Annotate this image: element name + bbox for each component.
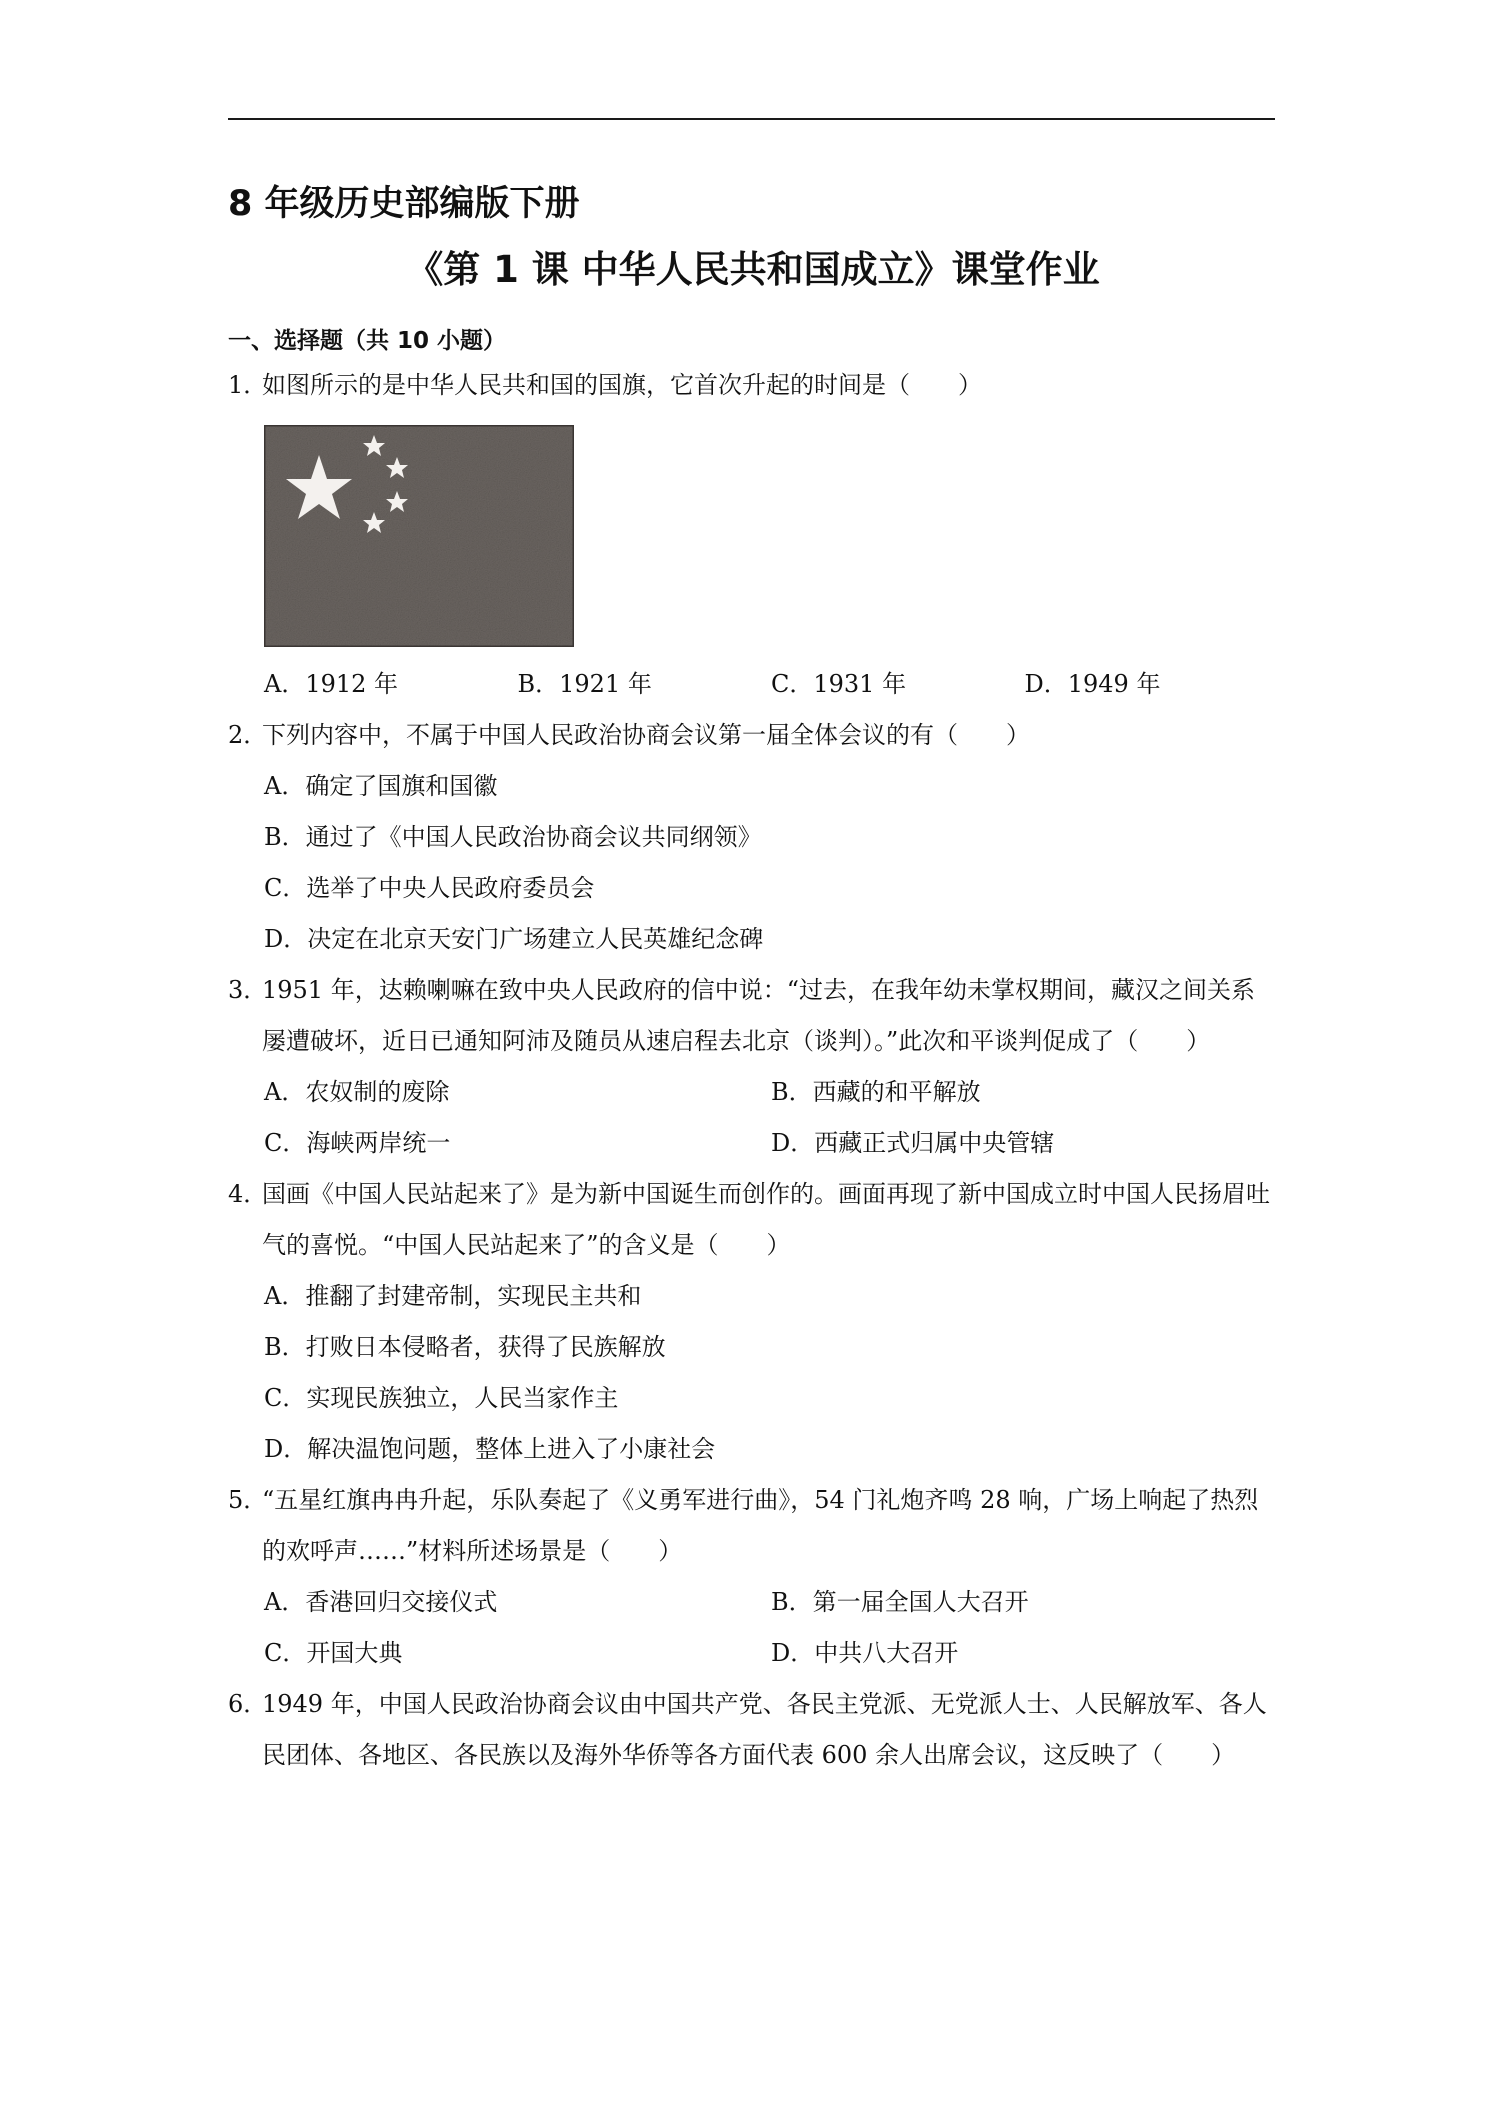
question-3 <box>228 965 1278 1169</box>
option-c[interactable]: C．海峡两岸统一 <box>264 1129 451 1157</box>
question-6 <box>228 1679 1278 1781</box>
option-a[interactable]: A．农奴制的废除 <box>264 1078 450 1106</box>
question-text: “五星红旗冉冉升起，乐队奏起了《义勇军进行曲》，54 门礼炮齐鸣 28 响，广场上响起了热烈的欢呼声……”材料所述场景是（ ） <box>262 1486 1259 1565</box>
option-d[interactable]: D．西藏正式归属中央管辖 <box>771 1129 1055 1157</box>
question-stem <box>228 360 1278 411</box>
option-d[interactable]: D．中共八大召开 <box>771 1639 959 1667</box>
options-row <box>228 1628 1278 1679</box>
question-stem <box>228 1169 1278 1271</box>
question-2 <box>228 710 1278 965</box>
option-c[interactable]: C．开国大典 <box>264 1639 403 1667</box>
question-stem <box>228 710 1278 761</box>
question-stem <box>228 965 1278 1067</box>
option-d[interactable]: D．1949 年 <box>1024 670 1161 698</box>
option-b[interactable]: B．1921 年 <box>517 670 652 698</box>
option-c[interactable]: C．选举了中央人民政府委员会 <box>264 874 595 902</box>
five-star-flag-icon <box>264 425 574 647</box>
question-number: 2． <box>228 721 268 749</box>
question-stem <box>228 1679 1278 1781</box>
flag-figure <box>228 425 1278 647</box>
options-row <box>228 1118 1278 1169</box>
question-text: 下列内容中，不属于中国人民政治协商会议第一届全体会议的有（ ） <box>262 721 1030 749</box>
options-row <box>228 1577 1278 1628</box>
question-4 <box>228 1169 1278 1475</box>
option-a[interactable]: A．1912 年 <box>264 670 399 698</box>
question-text: 1949 年，中国人民政治协商会议由中国共产党、各民主党派、无党派人士、人民解放军、各人民团体、各地区、各民族以及海外华侨等各方面代表 600 余人出席会议，这反映了（ ） <box>262 1690 1267 1769</box>
question-5 <box>228 1475 1278 1679</box>
question-text: 如图所示的是中华人民共和国的国旗，它首次升起的时间是（ ） <box>262 371 982 399</box>
header-rule <box>228 118 1275 120</box>
question-number: 5． <box>228 1486 268 1514</box>
option-b[interactable]: B．打败日本侵略者，获得了民族解放 <box>264 1333 666 1361</box>
question-stem <box>228 1475 1278 1577</box>
document-content <box>228 180 1278 1781</box>
question-number: 4． <box>228 1180 268 1208</box>
option-a[interactable]: A．确定了国旗和国徽 <box>264 772 498 800</box>
option-b[interactable]: B．通过了《中国人民政治协商会议共同纲领》 <box>264 823 762 851</box>
option-d[interactable]: D．决定在北京天安门广场建立人民英雄纪念碑 <box>264 925 764 953</box>
document-title-grade: 8 年级历史部编版下册 <box>228 184 580 224</box>
question-number: 1． <box>228 371 268 399</box>
question-number: 3． <box>228 976 268 1004</box>
option-b[interactable]: B．西藏的和平解放 <box>771 1078 981 1106</box>
option-d[interactable]: D．解决温饱问题，整体上进入了小康社会 <box>264 1435 716 1463</box>
option-c[interactable]: C．实现民族独立，人民当家作主 <box>264 1384 619 1412</box>
options-row <box>228 1067 1278 1118</box>
option-b[interactable]: B．第一届全国人大召开 <box>771 1588 1029 1616</box>
document-title-lesson: 《第 1 课 中华人民共和国成立》课堂作业 <box>406 248 1100 291</box>
question-1 <box>228 360 1278 710</box>
question-number: 6． <box>228 1690 268 1718</box>
section-heading-multiple-choice: 一、选择题（共 10 小题） <box>228 328 507 354</box>
question-text: 1951 年，达赖喇嘛在致中央人民政府的信中说：“过去，在我年幼未掌权期间，藏汉之间关系屡遭破坏，近日已通知阿沛及随员从速启程去北京（谈判）。”此次和平谈判促成了（ ） <box>262 976 1255 1055</box>
option-a[interactable]: A．推翻了封建帝制，实现民主共和 <box>264 1282 642 1310</box>
option-c[interactable]: C．1931 年 <box>771 670 907 698</box>
question-text: 国画《中国人民站起来了》是为新中国诞生而创作的。画面再现了新中国成立时中国人民扬眉吐气的喜悦。“中国人民站起来了”的含义是（ ） <box>262 1180 1270 1259</box>
options-row <box>228 659 1278 710</box>
option-a[interactable]: A．香港回归交接仪式 <box>264 1588 498 1616</box>
